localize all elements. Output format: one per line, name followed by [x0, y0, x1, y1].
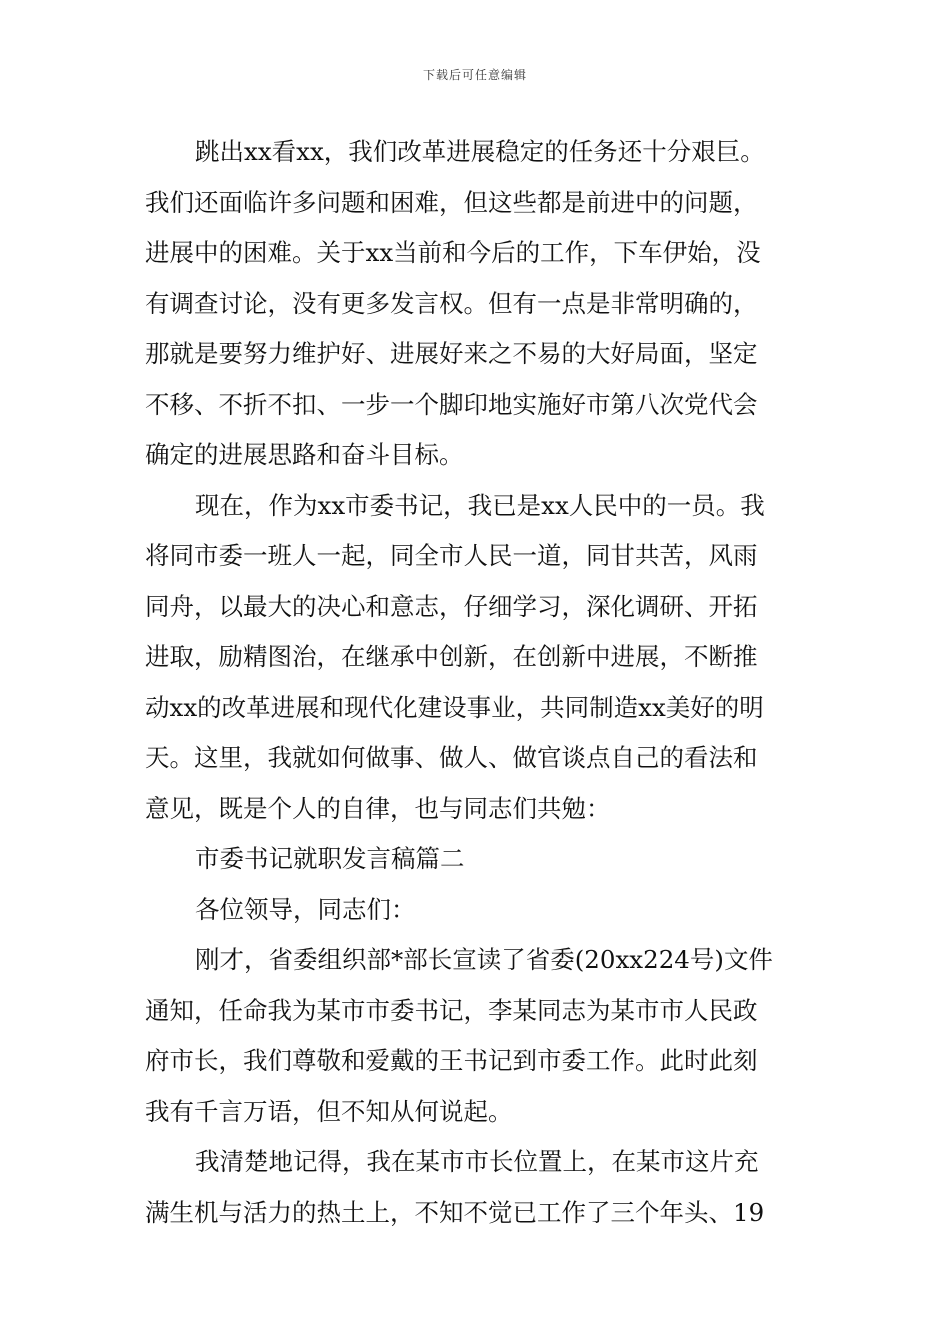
- text-line: 我们还面临许多问题和困难，但这些都是前进中的问题，: [145, 187, 758, 217]
- section-heading: 市委书记就职发言稿篇二: [195, 844, 465, 873]
- salutation: 各位领导，同志们：: [195, 894, 416, 924]
- text-line: 确定的进展思路和奋斗目标。: [145, 440, 464, 469]
- text-line: 意见，既是个人的自律，也与同志们共勉：: [145, 793, 611, 823]
- document-body: [145, 127, 809, 1238]
- text-line: 我有千言万语，但不知从何说起。: [145, 1096, 513, 1126]
- text-line: 府市长，我们尊敬和爱戴的王书记到市委工作。此时此刻: [145, 1046, 758, 1075]
- header-note: 下载后可任意编辑: [422, 68, 527, 82]
- text-line: 跳出xx看xx，我们改革进展稳定的任务还十分艰巨。: [195, 137, 765, 166]
- text-line: 进展中的困难。关于xx当前和今后的工作，下车伊始，没: [145, 238, 761, 267]
- text-line: 动xx的改革进展和现代化建设事业，共同制造xx美好的明: [145, 692, 764, 722]
- text-line: 有调查讨论，没有更多发言权。但有一点是非常明确的，: [145, 288, 758, 318]
- text-line: 那就是要努力维护好、进展好来之不易的大好局面，坚定: [145, 339, 758, 368]
- text-line: 天。这里，我就如何做事、做人、做官谈点自己的看法和: [145, 743, 758, 772]
- text-line: 不移、不折不扣、一步一个脚印地实施好市第八次党代会: [145, 389, 758, 419]
- text-line: 我清楚地记得，我在某市市长位置上，在某市这片充: [195, 1147, 759, 1176]
- text-line: 现在，作为xx市委书记，我已是xx人民中的一员。我: [195, 490, 765, 520]
- text-line: 通知，任命我为某市市委书记，李某同志为某市市人民政: [145, 995, 758, 1025]
- text-line: 同舟，以最大的决心和意志，仔细学习，深化调研、开拓: [145, 591, 758, 621]
- text-line: 进取，励精图治，在继承中创新，在创新中进展，不断推: [145, 642, 758, 671]
- text-line: 满生机与活力的热土上，不知不觉已工作了三个年头、19: [145, 1197, 765, 1227]
- text-line: 刚才，省委组织部*部长宣读了省委(20xx224号)文件: [195, 945, 773, 974]
- text-line: 将同市委一班人一起，同全市人民一道，同甘共苦，风雨: [145, 541, 758, 570]
